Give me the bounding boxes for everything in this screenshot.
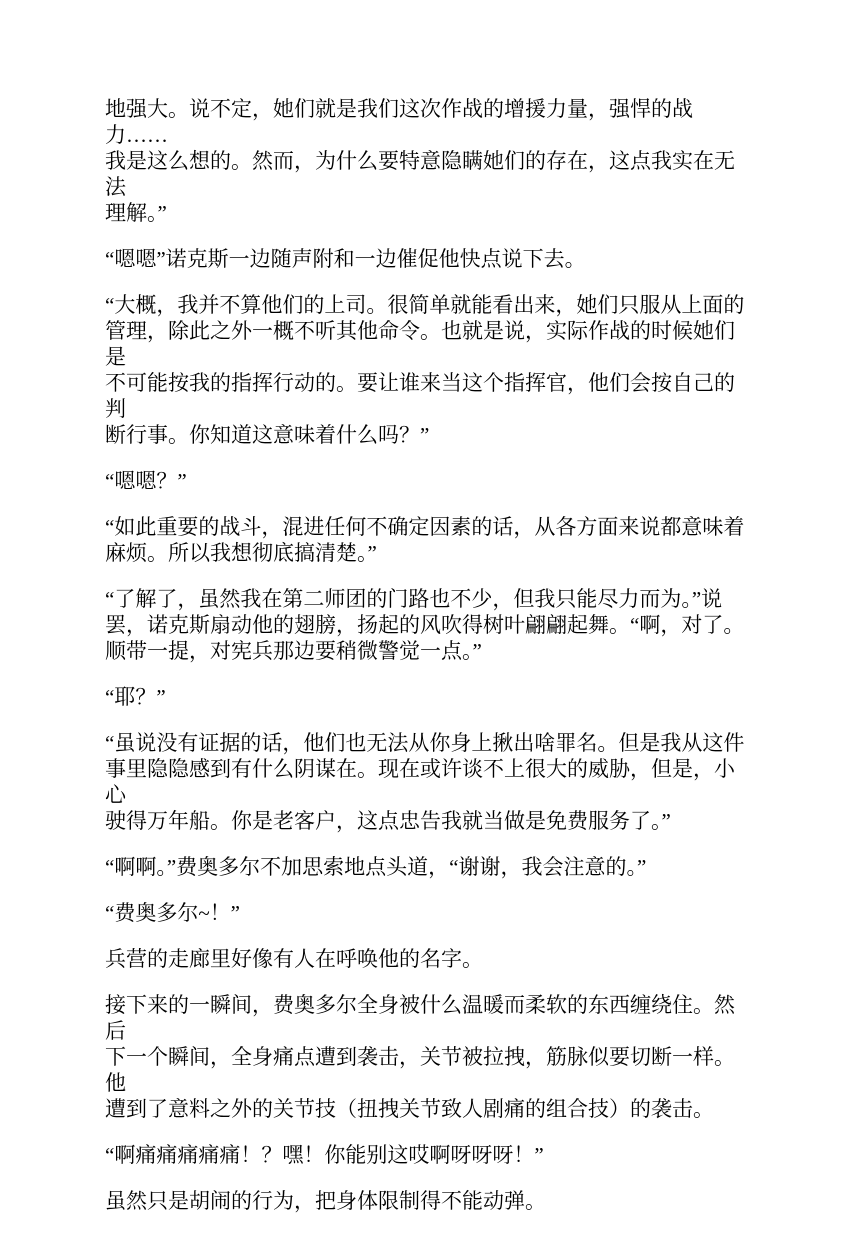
paragraph: 虽然只是胡闹的行为，把身体限制得不能动弹。 xyxy=(105,1189,546,1213)
paragraph: “大概，我并不算他们的上司。很简单就能看出来，她们只服从上面的 管理，除此之外一概不听其他命令。也就是说，实际作战的时候她们是 不可能按我的指挥行动的。要让谁来当这个指挥官，他们会按自己的判 断行事。你知道这意味着什么吗？” xyxy=(105,293,745,447)
paragraph: “嗯嗯”诺克斯一边随声附和一边催促他快点说下去。 xyxy=(105,247,586,271)
paragraph: 兵营的走廊里好像有人在呼唤他的名字。 xyxy=(105,947,483,971)
paragraph: “嗯嗯？” xyxy=(105,469,187,493)
paragraph: “虽说没有证据的话，他们也无法从你身上揪出啥罪名。但是我从这件 事里隐隐感到有什么阴谋在。现在或许谈不上很大的威胁，但是，小心 驶得万年船。你是老客户，这点忠告我就当做是免费服务了。” xyxy=(105,731,745,833)
paragraph: “了解了，虽然我在第二师团的门路也不少，但我只能尽力而为。”说 罢，诺克斯扇动他的翅膀，扬起的风吹得树叶翩翩起舞。“啊，对了。 顺带一提，对宪兵那边要稍微警觉一点。” xyxy=(105,587,745,663)
paragraph: 地强大。说不定，她们就是我们这次作战的增援力量，强悍的战力…… 我是这么想的。然而，为什么要特意隐瞒她们的存在，这点我实在无法 理解。” xyxy=(105,97,735,225)
paragraph: “啊啊。”费奥多尔不加思索地点头道，“谢谢，我会注意的。” xyxy=(105,855,647,879)
document-page xyxy=(105,96,755,1234)
paragraph: 接下来的一瞬间，费奥多尔全身被什么温暖而柔软的东西缠绕住。然后 下一个瞬间，全身痛点遭到袭击，关节被拉拽，筋脉似要切断一样。他 遭到了意料之外的关节技（扭拽关节致人剧痛的组合技）的袭击。 xyxy=(105,993,735,1121)
paragraph: “费奥多尔~！” xyxy=(105,901,241,925)
paragraph: “啊痛痛痛痛痛！？嘿！你能别这哎啊呀呀呀！” xyxy=(105,1143,544,1167)
paragraph: “如此重要的战斗，混进任何不确定因素的话，从各方面来说都意味着 麻烦。所以我想彻底搞清楚。” xyxy=(105,515,745,565)
paragraph: “耶？” xyxy=(105,685,166,709)
